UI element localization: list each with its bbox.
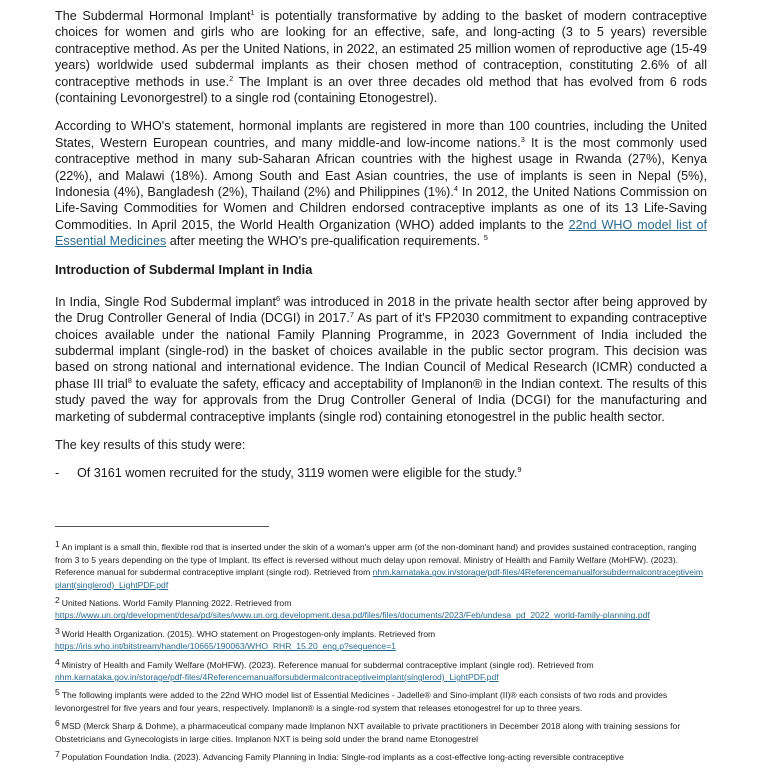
footnote-ref-2[interactable]: 2 <box>229 73 234 83</box>
footnote-ref-1[interactable]: 1 <box>250 8 255 17</box>
paragraph-india: In India, Single Rod Subdermal implant$^6$ was introduced in 2018 in the private health sector after being approved by the Drug Controller General of India (DCGI) in 2017.$^7$ As part of it's FP2030 commitment to expanding contraceptive choices available under the national Family Planning Programme, in 2023 Government of India included the subdermal implant (single-rod) in the basket of choices available in the public sector program. This decision was based on strong national and international evidence. The Indian Council of Medical Research (ICMR) conducted a phase III trial$^8$ to evaluate the safety, efficacy and acceptability of Implanon® in the Indian context. The results of this study paved the way for approvals from the Drug Controller General of India (DCGI) for the manufacturing and marketing of subdermal contraceptive implants (single rod) containing etonogestrel in the public health sector. <box>55 293 707 424</box>
bullet-text: Of 3161 women recruited for the study, 3119 women were eligible for the study.$^9$ <box>77 465 522 481</box>
paragraph-key-results: The key results of this study were: <box>55 437 246 452</box>
list-item <box>55 465 707 481</box>
footnote-2: 2 United Nations. World Family Planning 2022. Retrieved from https://www.un.org/development/desa/pd/sites/www.un.org.development.desa.pd/files/files/documents/2023/Feb/undesa_pd_2022_world-family-planning.pdf <box>55 594 650 621</box>
footnote-ref-7[interactable]: 7 <box>349 310 354 320</box>
footnote-ref-5[interactable]: 5 <box>483 233 488 243</box>
section-heading: Introduction of Subdermal Implant in India <box>55 261 313 277</box>
footnote-ref-4[interactable]: 4 <box>453 184 459 194</box>
document-page <box>55 8 707 766</box>
footnote-5: 5 The following implants were added to the 22nd WHO model list of Essential Medicines - Jadelle® and Sino-implant (II)® each consists of two rods and provides levonorgestrel for five years and four years, respectively. Implanon® is a single-rod system that releases etonogestrel for up to three years. <box>55 687 668 713</box>
footnotes <box>55 538 707 763</box>
footnote-2-link[interactable]: https://www.un.org/development/desa/pd/sites/www.un.org.development.desa.pd/files/files/documents/2023/Feb/undesa_pd_2022_world-family-planning.pdf <box>55 610 650 621</box>
footnote-4-link[interactable]: nhm.karnataka.gov.in/storage/pdf-files/4Referencemanualforsubdermalcontraceptiveimplant(singlerod)_LightPDF.pdf <box>55 672 499 682</box>
footnote-separator <box>55 526 269 527</box>
footnote-ref-8[interactable]: 8 <box>127 375 132 385</box>
footnote-3-link[interactable]: https://iris.who.int/bitstream/handle/10665/190063/WHO_RHR_15.20_eng.p?sequence=1 <box>55 641 396 652</box>
footnote-ref-6[interactable]: 6 <box>276 293 281 303</box>
footnote-ref-9[interactable]: 9 <box>517 465 522 475</box>
footnote-3: 3 World Health Organization. (2015). WHO statement on Progestogen-only implants. Retrieved from https://iris.who.int/bitstream/handle/10665/190063/WHO_RHR_15.20_eng.p?sequence=1 <box>55 625 436 652</box>
footnote-4: 4 Ministry of Health and Family Welfare (MoHFW). (2023). Reference manual for subdermal contraceptive implant (single rod). Retrieved from nhm.karnataka.gov.in/storage/pdf-files/4Referencemanualforsubdermalcontraceptiveimplant(singlerod)_LightPDF.pdf <box>55 656 594 682</box>
footnote-1: 1 An implant is a small thin, flexible rod that is inserted under the skin of a woman's upper arm (of the non-dominant hand) and provides sustained contraception, ranging from 3 to 5 years depending on the type of Implant. Its effect is reversed without much delay upon removal. Ministry of Health and Family Welfare (MoHFW). (2023). Reference manual for subdermal contraceptive implant (single rod). Retrieved from nhm.karnataka.gov.in/storage/pdf-files/4Referencemanualforsubdermalcontraceptiveimplant(singlerod)_LightPDF.pdf <box>55 539 704 590</box>
who-essential-medicines-link[interactable]: 22nd WHO model list of Essential Medicines <box>55 217 707 249</box>
bullet-dash: - <box>55 466 60 481</box>
footnote-ref-3[interactable]: 3 <box>520 134 525 144</box>
paragraph-intro: The Subdermal Hormonal Implant$^1$ is potentially transformative by adding to the basket of modern contraceptive choices for women and girls who are looking for an effective, safe, and long-acting (3 to 5 years) reversible contraceptive method. As per the United Nations, in 2022, an estimated 25 million women of reproductive age (15-49 years) worldwide used subdermal implants as their chosen method of contraception, constituting 2.6% of all contraceptive methods in use.$^2$ The Implant is an over three decades old method that has evolved from 6 rods (containing Levonorgestrel) to a single rod (containing Etonogestrel). <box>55 8 707 106</box>
footnote-7: 7 Population Foundation India. (2023). Advancing Family Planning in India: Single-rod implants as a cost-effective long-acting reversible contraceptive <box>55 749 624 763</box>
footnote-1-link[interactable]: nhm.karnataka.gov.in/storage/pdf-files/4Referencemanualforsubdermalcontraceptiveimplant(singlerod)_LightPDF.pdf <box>55 567 704 590</box>
footnote-6: 6 MSD (Merck Sharp & Dohme), a pharmaceutical company made Implanon NXT available to private practitioners in December 2018 along with training sessions for Obstetricians and Gynecologists in large cities. Implanon NXT is being sold under the brand name Etonogestrel <box>55 718 681 744</box>
paragraph-who: According to WHO's statement, hormonal implants are registered in more than 100 countries, including the United States, Western European countries, and many middle-and low-income nations.$^3$ It is the most commonly used contraceptive method in many sub-Saharan African countries with the highest usage in Rwanda (27%), Kenya (22%), and Malawi (18%). Among South and East Asian countries, the use of implants is seen in Nepal (5%), Indonesia (4%), Bangladesh (2%), Thailand (2%) and Philippines (1%).$^4$ In 2012, the United Nations Commission on Life-Saving Commodities for Women and Children endorsed contraceptive implants as one of its 13 Life-Saving Commodities. In April 2015, the World Health Organization (WHO) added implants to the 22nd WHO model list of Essential Medicines after meeting the WHO's pre-qualification requirements. $^5$ <box>55 119 707 249</box>
